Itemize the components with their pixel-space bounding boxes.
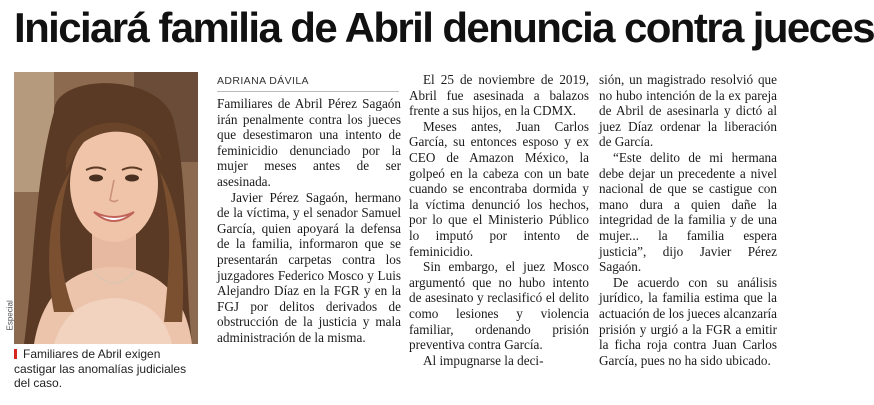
paragraph: Meses antes, Juan Carlos García, su entonces esposo y ex CEO de Amazon México, la golpeó en la cabeza con un bate cuando se encontraba dormida y la víctima denunció los hechos, por lo que el Ministerio Público lo imputó por intento de feminicidio. <box>409 118 589 259</box>
paragraph: Sin embargo, el juez Mosco argumentó que no hubo intento de asesinato y reclasificó el delito como lesiones y violencia familiar, ordenando prisión preventiva contra García. <box>409 259 589 353</box>
caption-marker <box>14 349 17 359</box>
photo-credit: Especial <box>5 300 15 331</box>
headline: Iniciará familia de Abril denuncia contra jueces <box>14 4 874 51</box>
photo-caption <box>14 347 202 391</box>
paragraph: El 25 de noviembre de 2019, Abril fue asesinada a balazos frente a sus hijos, en la CDMX. <box>409 72 589 119</box>
news-photo <box>14 72 198 344</box>
caption-text: Familiares de Abril exigen castigar las anomalías judiciales del caso. <box>14 347 187 390</box>
article-column-3 <box>599 72 777 368</box>
article-column-2 <box>409 72 589 368</box>
paragraph: Familiares de Abril Pérez Sagaón irán penalmente contra los jueces que desestimaron una intento de feminicidio denunciado por la mujer meses antes de ser asesinada. <box>217 96 401 189</box>
paragraph: Javier Pérez Sagaón, hermano de la víctima, y el senador Samuel García, quien apoyará la defensa de la familia, informaron que se presentarán carpetas contra los juzgadores Federico Mosco y Luis Alejandro Díaz en la FGR y en la FGJ por delitos derivados de obstrucción de la justicia y mala administración de la misma. <box>217 189 401 345</box>
paragraph: De acuerdo con su análisis jurídico, la familia estima que la actuación de los jueces alcanzaría prisión y urgió a la FGR a emitir la ficha roja contra Juan Carlos García, pues no ha sido ubicado. <box>599 274 777 368</box>
byline: ADRIANA DÁVILA <box>217 75 309 87</box>
paragraph: “Este delito de mi hermana debe dejar un precedente a nivel nacional de que se castigue con mano dura a quien dañe la integridad de la familia y de una mujer... la familia espera justicia”, dijo Javier Pérez Sagaón. <box>599 149 777 275</box>
paragraph: Al impugnarse la deci- <box>423 352 544 368</box>
paragraph: sión, un magistrado resolvió que no hubo intención de la ex pareja de Abril de asesinarla y dictó al juez Díaz ordenar la liberación de García. <box>599 72 777 150</box>
byline-divider <box>217 91 399 92</box>
article-column-1 <box>217 96 401 346</box>
woman-portrait-image <box>14 72 198 344</box>
